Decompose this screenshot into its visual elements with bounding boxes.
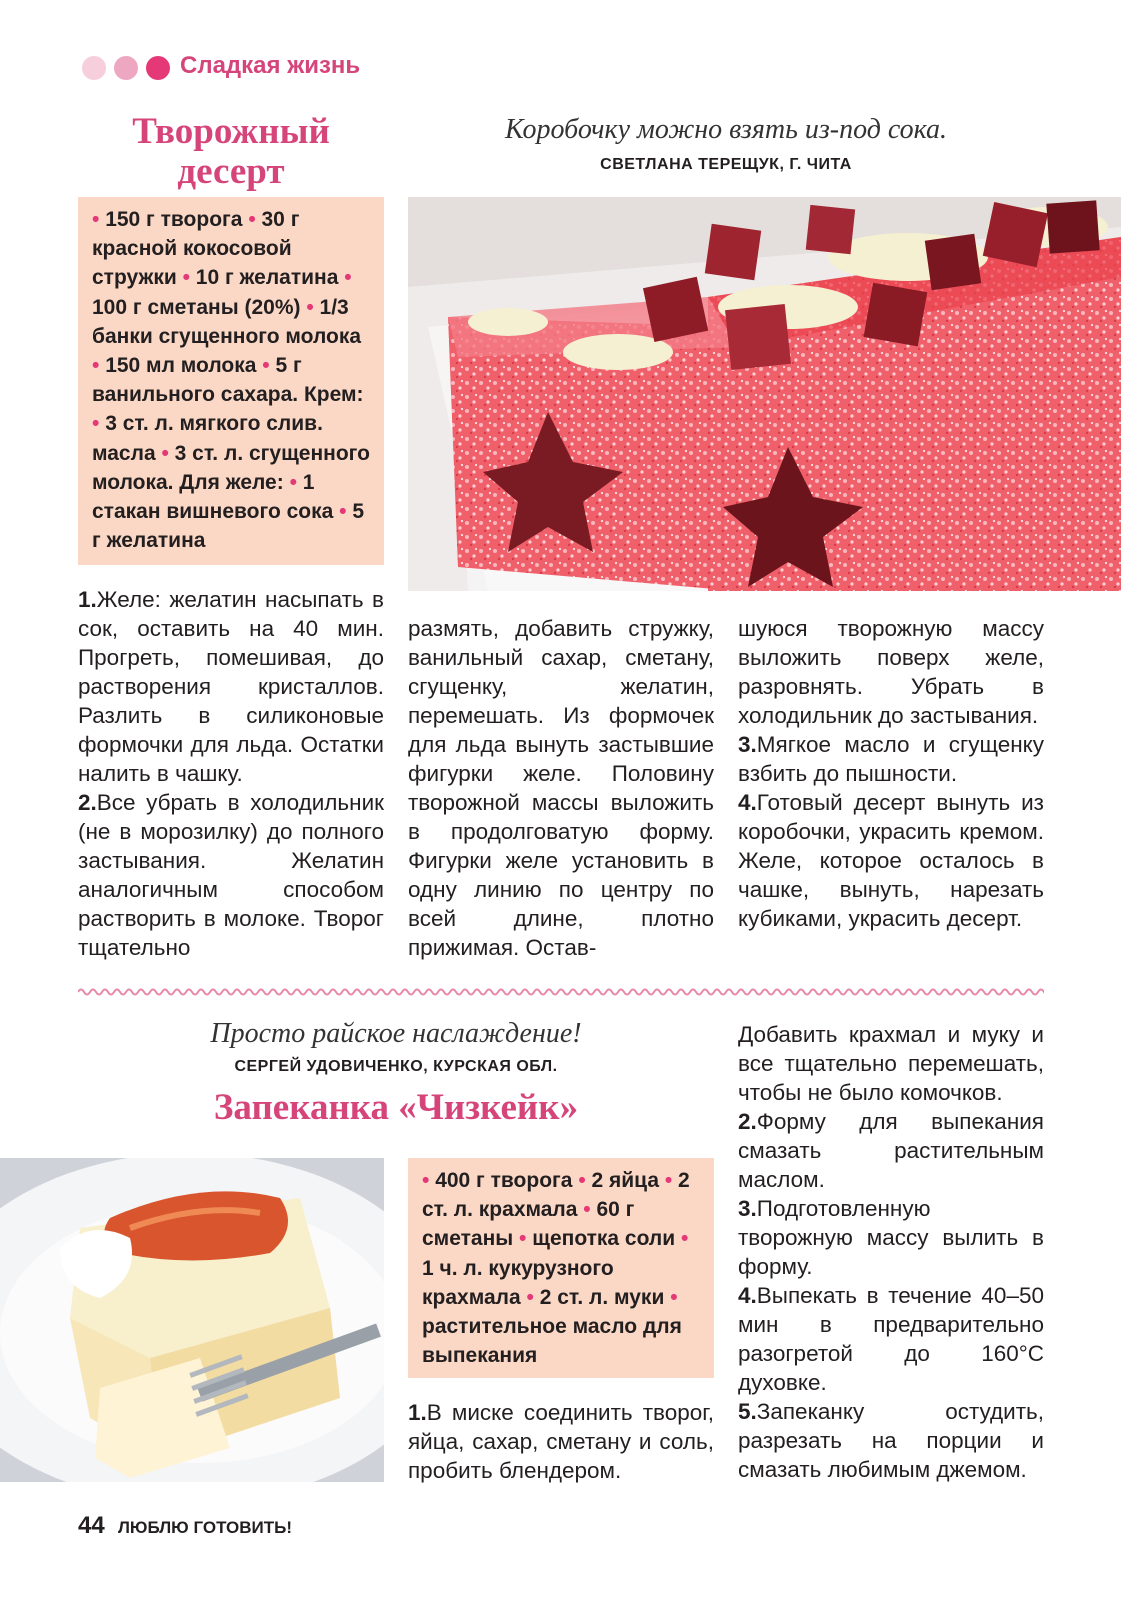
recipe1-column-1 [78, 585, 384, 962]
ingredient-item: 3 ст. л. сгущенного молока. Для желе: [92, 441, 370, 494]
ingredient-item: 1 ч. л. кукурузного крахмала [422, 1256, 614, 1309]
step-paragraph [738, 1020, 1044, 1107]
step-text: В миске соединить творог, яйца, сахар, сметану и соль, пробить блендером. [408, 1400, 714, 1483]
step-number: 2. [78, 790, 97, 815]
recipe1-quote: Коробочку можно взять из-под сока. [505, 114, 947, 145]
bullet-icon: • [526, 1285, 540, 1309]
step-number: 5. [738, 1399, 757, 1424]
recipe1-title-line1: Творожный [132, 111, 330, 152]
step-number: 4. [738, 790, 757, 815]
step-text: Готовый десерт вынуть из коробочки, украсить кремом. Желе, которое осталось в чашке, вынуть, нарезать кубиками, украсить десерт. [738, 790, 1044, 931]
page-number: 44 [78, 1512, 105, 1539]
recipe1-column-3 [738, 614, 1044, 933]
step-paragraph [738, 614, 1044, 730]
recipe1-photo [408, 197, 1121, 591]
bullet-icon: • [339, 500, 353, 524]
step-paragraph [78, 585, 384, 788]
section-divider [78, 985, 1044, 999]
step-paragraph [738, 788, 1044, 933]
step-paragraph [408, 1398, 714, 1485]
ingredient-item: 1/3 банки сгущенного молока [92, 295, 362, 348]
step-paragraph [408, 614, 714, 962]
bullet-icon: • [670, 1285, 678, 1309]
recipe1-ingredients-box [78, 197, 384, 565]
section-dot-1 [82, 56, 106, 80]
recipe2-quote: Просто райское наслаждение! [210, 1018, 582, 1049]
ingredient-item: 60 г сметаны [422, 1198, 635, 1251]
cheesecake-photo-illustration [0, 1158, 384, 1482]
bullet-icon: • [681, 1227, 689, 1251]
section-dot-3 [146, 56, 170, 80]
step-text: Подготовленную творожную массу вылить в форму. [738, 1196, 1044, 1279]
recipe2-column-2 [408, 1398, 714, 1485]
step-text: Выпекать в течение 40–50 мин в предварительно разогретой до 160°C духовке. [738, 1283, 1044, 1395]
magazine-name: ЛЮБЛЮ ГОТОВИТЬ! [118, 1518, 293, 1537]
step-text: Мягкое масло и сгущенку взбить до пышности. [738, 732, 1044, 786]
recipe2-photo [0, 1158, 384, 1482]
bullet-icon: • [92, 412, 106, 436]
ingredient-item: 2 яйца [591, 1169, 665, 1192]
step-number: 2. [738, 1109, 757, 1134]
step-text: Запеканку остудить, разрезать на порции и смазать любимым джемом. [738, 1399, 1044, 1482]
ingredient-item: 1 стакан вишневого сока [92, 470, 340, 524]
step-text: Все убрать в холодильник (не в морозилку) до полного застывания. Желатин аналогичным способом растворить в молоке. Творог тщательно [78, 790, 384, 960]
section-title: Сладкая жизнь [180, 52, 361, 79]
step-number: 3. [738, 1196, 757, 1221]
section-dot-2 [114, 56, 138, 80]
step-text: Добавить крахмал и муку и все тщательно перемешать, чтобы не было комочков. [738, 1022, 1044, 1105]
ingredient-item: 5 г ванильного сахара. [92, 354, 304, 407]
step-number: 1. [408, 1400, 427, 1425]
ingredient-item: растительное масло для выпекания [422, 1315, 682, 1368]
ingredient-item: 2 ст. л. крахмала [422, 1169, 690, 1222]
step-text: Желе: желатин насыпать в сок, оставить на 40 мин. Прогреть, помешивая, до растворения кристаллов. Разлить в силиконовые формочки для льда. Остатки налить в чашку. [78, 587, 384, 786]
step-number: 4. [738, 1283, 757, 1308]
step-number: 3. [738, 732, 757, 757]
bullet-icon: • [92, 354, 106, 378]
recipe1-column-2 [408, 614, 714, 962]
ingredient-item: 150 г творога [105, 208, 249, 231]
ingredient-item: 150 мл молока [105, 354, 263, 378]
bullet-icon: • [344, 266, 352, 290]
recipe1-title [78, 112, 384, 192]
ingredient-item: 3 ст. л. мягкого слив. масла [92, 412, 323, 465]
bullet-icon: • [92, 208, 106, 231]
step-text: шуюся творожную массу выложить поверх желе, разровнять. Убрать в холодильник до застывания. [738, 616, 1044, 728]
recipe2-ingredients-box [408, 1158, 714, 1378]
step-number: 1. [78, 587, 97, 612]
step-paragraph [738, 1107, 1044, 1194]
ingredient-item: 100 г сметаны (20%) [92, 295, 307, 319]
bullet-icon: • [161, 441, 175, 465]
bullet-icon: • [306, 295, 320, 319]
recipe2-title: Запеканка «Чизкейк» [213, 1087, 579, 1128]
ingredient-item: 30 г красной кокосовой стружки [92, 208, 300, 290]
recipe1-author: СВЕТЛАНА ТЕРЕЩУК, Г. ЧИТА [600, 156, 852, 173]
bullet-icon: • [248, 208, 262, 231]
bullet-icon: • [583, 1198, 597, 1222]
step-paragraph [738, 1194, 1044, 1281]
ingredient-item: 2 ст. л. муки [539, 1285, 671, 1309]
recipe1-title-line2: десерт [177, 150, 285, 192]
bullet-icon: • [578, 1169, 592, 1192]
step-paragraph [738, 1281, 1044, 1397]
ingredient-item: Крем: [303, 383, 364, 407]
step-text: размять, добавить стружку, ванильный сахар, сметану, сгущенку, желатин, перемешать. Из формочек для льда вынуть застывшие фигурки желе. Половину творожной массы выложить в продолговатую форму. Фигурки желе установить в одну линию по центру по всей длине, плотно прижимая. Остав- [408, 616, 714, 960]
ingredient-item: щепотка соли [532, 1227, 681, 1251]
step-paragraph [78, 788, 384, 962]
ingredient-item: 5 г желатина [92, 500, 365, 553]
bullet-icon: • [519, 1227, 533, 1251]
bullet-icon: • [422, 1169, 436, 1192]
ingredient-item: 10 г желатина [195, 266, 345, 290]
dessert-photo-illustration [408, 197, 1121, 591]
step-text: Форму для выпекания смазать растительным маслом. [738, 1109, 1044, 1192]
recipe2-author: СЕРГЕЙ УДОВИЧЕНКО, КУРСКАЯ ОБЛ. [234, 1058, 558, 1075]
ingredient-item: 400 г творога [435, 1169, 579, 1192]
bullet-icon: • [262, 354, 276, 378]
recipe2-column-3 [738, 1020, 1044, 1484]
step-paragraph [738, 1397, 1044, 1484]
step-paragraph [738, 730, 1044, 788]
bullet-icon: • [289, 470, 303, 494]
bullet-icon: • [664, 1169, 679, 1192]
bullet-icon: • [182, 266, 196, 290]
